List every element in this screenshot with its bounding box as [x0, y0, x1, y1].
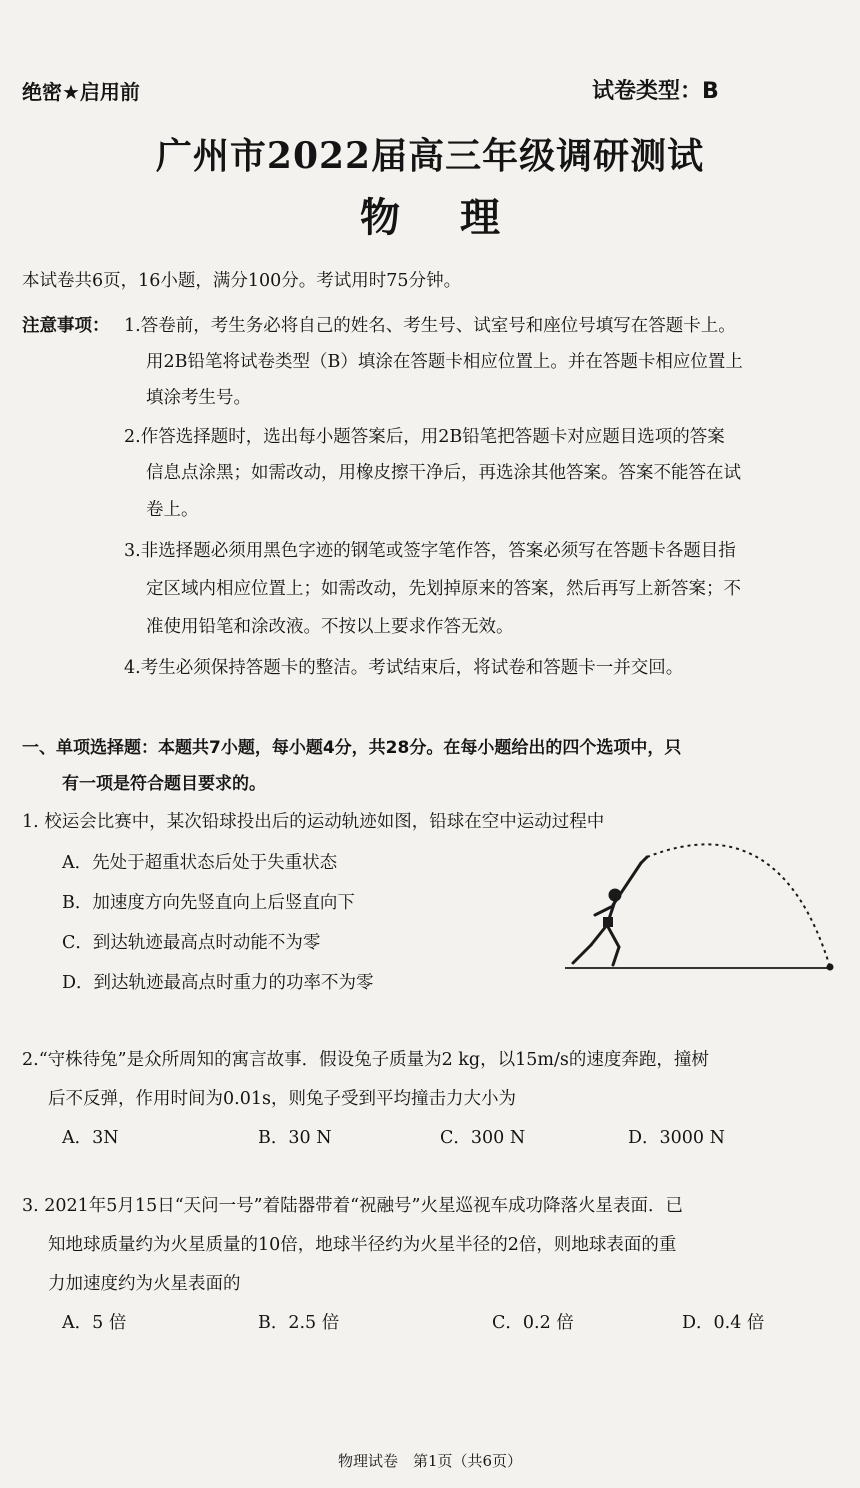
note-line: 1.答卷前，考生务必将自己的姓名、考生号、试室号和座位号填写在答题卡上。 [124, 316, 736, 336]
shot-landing-point [827, 964, 834, 971]
question-3-option-b: B．2.5 倍 [258, 1313, 340, 1333]
note-line: 准使用铅笔和涂改液。不按以上要求作答无效。 [146, 617, 514, 637]
question-3-option-c: C．0.2 倍 [492, 1313, 574, 1333]
notes-label: 注意事项： [22, 316, 110, 336]
note-line: 定区域内相应位置上；如需改动，先划掉原来的答案，然后再写上新答案；不 [146, 579, 741, 599]
section-heading-cont: 有一项是符合题目要求的。 [62, 774, 266, 794]
question-1-option-d: D．到达轨迹最高点时重力的功率不为零 [62, 973, 374, 993]
note-line: 填涂考生号。 [146, 388, 251, 408]
question-2-option-d: D．3000 N [628, 1128, 725, 1148]
question-2-stem: 2.“守株待兔”是众所周知的寓言故事．假设兔子质量为2 kg，以15m/s的速度奔跑，撞树 [22, 1050, 709, 1070]
question-2-option-a: A．3N [62, 1128, 119, 1148]
question-3-stem: 3. 2021年5月15日“天问一号”着陆器带着“祝融号”火星巡视车成功降落火星表面．已 [22, 1196, 683, 1216]
trajectory-curve [647, 844, 830, 967]
paper-type-label: 试卷类型：B [592, 79, 719, 104]
section-heading: 一、单项选择题：本题共7小题，每小题4分，共28分。在每小题给出的四个选项中，只 [22, 738, 682, 758]
subject-title: 物理 [360, 194, 560, 241]
note-line: 用2B铅笔将试卷类型（B）填涂在答题卡相应位置上。并在答题卡相应位置上 [146, 352, 743, 372]
confidential-label: 绝密★启用前 [22, 80, 140, 104]
question-1-option-c: C．到达轨迹最高点时动能不为零 [62, 933, 321, 953]
shot-put-trajectory-figure [555, 835, 845, 985]
note-line: 2.作答选择题时，选出每小题答案后，用2B铅笔把答题卡对应题目选项的答案 [124, 427, 725, 447]
question-2-option-b: B．30 N [258, 1128, 332, 1148]
note-line: 卷上。 [146, 500, 199, 520]
note-line: 3.非选择题必须用黑色字迹的钢笔或签字笔作答，答案必须写在答题卡各题目指 [124, 541, 736, 561]
athlete-figure [573, 857, 647, 965]
exam-title: 广州市2022届高三年级调研测试 [155, 135, 705, 177]
question-1-option-a: A．先处于超重状态后处于失重状态 [62, 853, 338, 873]
note-line: 信息点涂黑；如需改动，用橡皮擦干净后，再选涂其他答案。答案不能答在试 [146, 463, 741, 483]
note-line: 4.考生必须保持答题卡的整洁。考试结束后，将试卷和答题卡一并交回。 [124, 658, 684, 678]
question-3-stem: 力加速度约为火星表面的 [48, 1274, 241, 1294]
question-2-stem: 后不反弹，作用时间为0.01s，则兔子受到平均撞击力大小为 [48, 1089, 516, 1109]
page-footer: 物理试卷 第1页（共6页） [337, 1452, 523, 1470]
question-3-option-a: A．5 倍 [62, 1313, 127, 1333]
question-3-stem: 知地球质量约为火星质量的10倍，地球半径约为火星半径的2倍，则地球表面的重 [48, 1235, 677, 1255]
exam-intro: 本试卷共6页，16小题，满分100分。考试用时75分钟。 [22, 271, 462, 291]
question-3-option-d: D．0.4 倍 [682, 1313, 765, 1333]
question-1-stem: 1. 校运会比赛中，某次铅球投出后的运动轨迹如图，铅球在空中运动过程中 [22, 812, 605, 832]
question-1-option-b: B．加速度方向先竖直向上后竖直向下 [62, 893, 355, 913]
question-2-option-c: C．300 N [440, 1128, 526, 1148]
